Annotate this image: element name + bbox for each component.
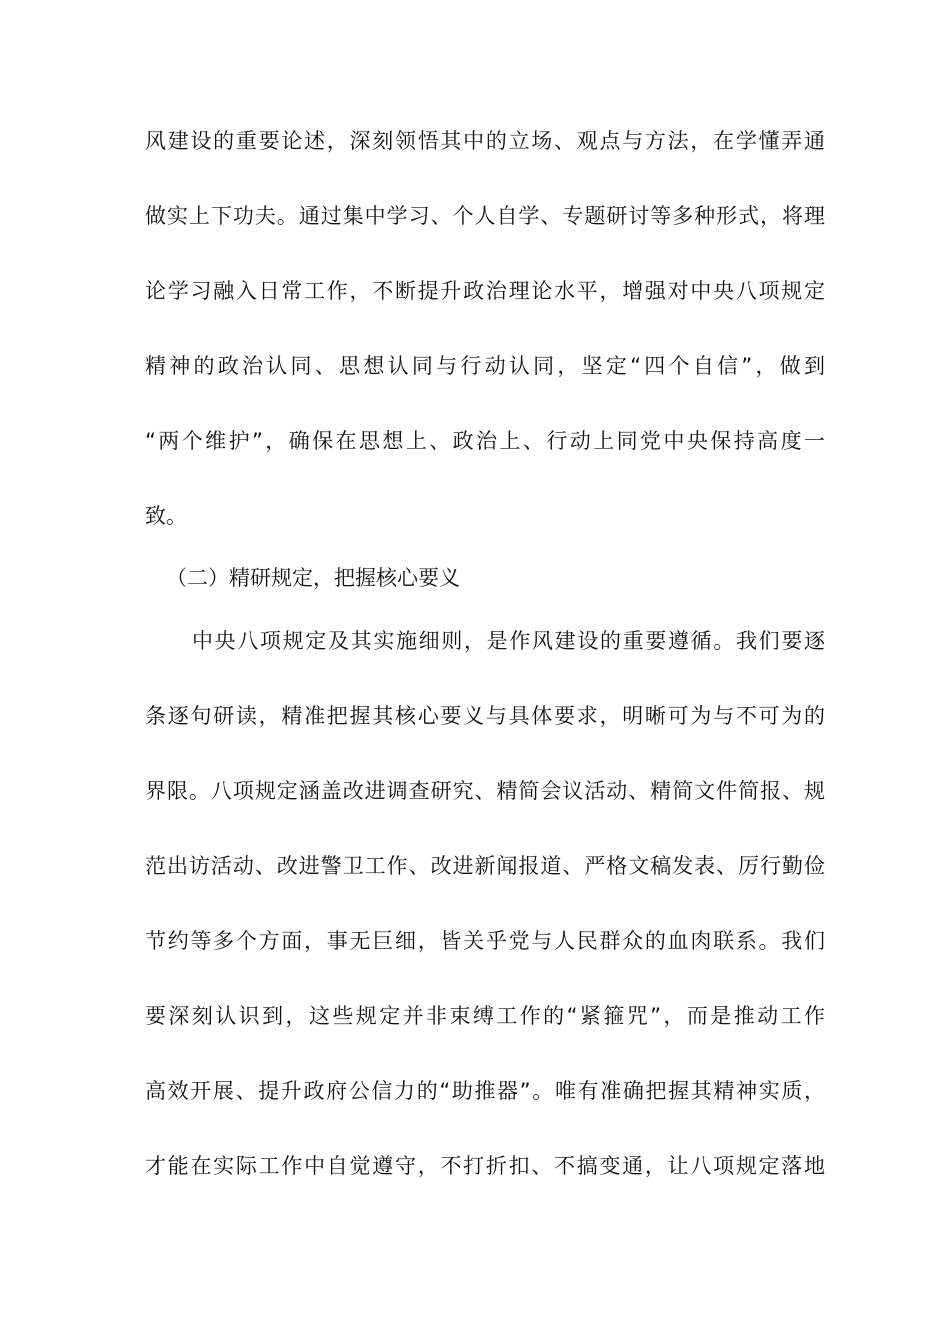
paragraph-2-line-1: 中央八项规定及其实施细则，是作风建设的重要遵循。我们要逐 (192, 629, 825, 653)
paragraph-1-line-6: 致。 (145, 504, 187, 528)
paragraph-1-line-3: 论学习融入日常工作，不断提升政治理论水平，增强对中央八项规定 (145, 279, 825, 303)
paragraph-2-line-7: 高效开展、提升政府公信力的“助推器”。唯有准确把握其精神实质， (145, 1079, 825, 1103)
paragraph-2-line-6: 要深刻认识到，这些规定并非束缚工作的“紧箍咒”，而是推动工作 (145, 1004, 825, 1028)
paragraph-2-line-2: 条逐句研读，精准把握其核心要义与具体要求，明晰可为与不可为的 (145, 704, 825, 728)
paragraph-1-line-2: 做实上下功夫。通过集中学习、个人自学、专题研讨等多种形式，将理 (145, 204, 825, 228)
paragraph-2-line-8: 才能在实际工作中自觉遵守，不打折扣、不搞变通，让八项规定落地 (145, 1154, 825, 1178)
section-heading: （二）精研规定，把握核心要义 (166, 566, 460, 590)
paragraph-2-line-4: 范出访活动、改进警卫工作、改进新闻报道、严格文稿发表、厉行勤俭 (145, 854, 825, 878)
paragraph-1-line-4: 精神的政治认同、思想认同与行动认同，坚定“四个自信”，做到 (145, 354, 825, 378)
paragraph-2-line-3: 界限。八项规定涵盖改进调查研究、精简会议活动、精简文件简报、规 (145, 779, 825, 803)
paragraph-1-line-5: “两个维护”，确保在思想上、政治上、行动上同党中央保持高度一 (145, 429, 825, 453)
paragraph-1-line-1: 风建设的重要论述，深刻领悟其中的立场、观点与方法，在学懂弄通 (145, 129, 825, 153)
paragraph-2-line-5: 节约等多个方面，事无巨细，皆关乎党与人民群众的血肉联系。我们 (145, 929, 825, 953)
